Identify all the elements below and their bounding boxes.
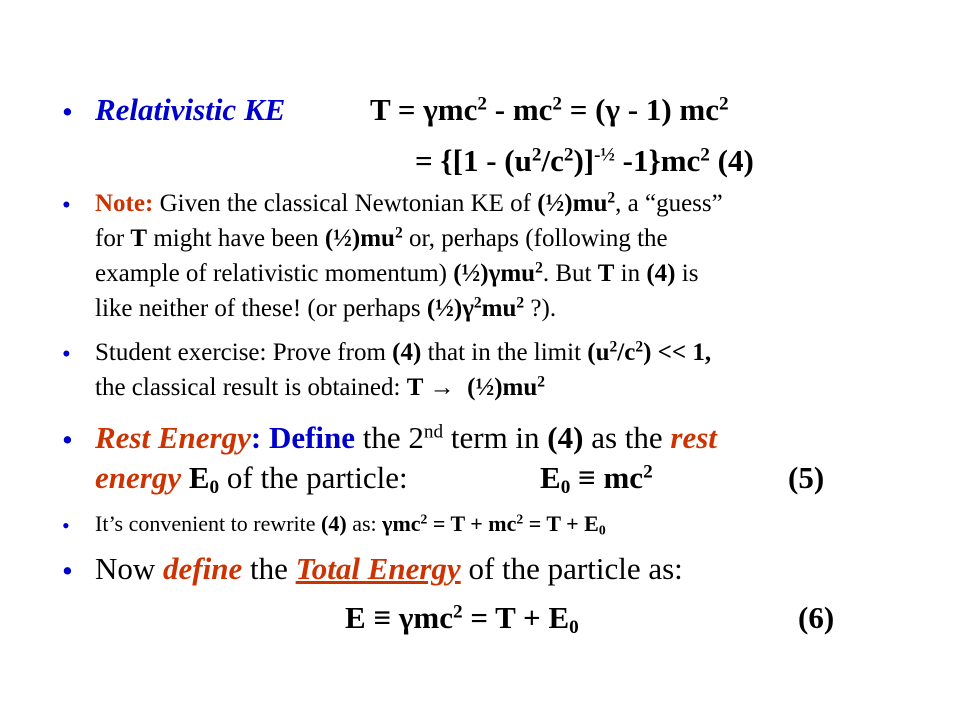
rest-energy-equation: $E_0 \equiv mc^2$ <box>540 460 653 498</box>
right-arrow-icon: → <box>429 374 455 401</box>
bullet-dot: • <box>62 513 70 538</box>
rest-energy-line-2: energy $E_0$ of the particle: <box>95 460 408 498</box>
relativistic-ke-title: Relativistic KE <box>95 92 286 127</box>
bullet-dot: • <box>62 94 73 129</box>
exercise-line-1: Student exercise: Prove from (4) that in the limit $(u^2/c^2) << 1$, <box>95 338 712 366</box>
equation-number-6: (6) <box>798 600 835 635</box>
ke-equation: $T = \gamma mc^2 - mc^2 = (\gamma - 1)$ $mc^2$ <box>370 92 729 127</box>
exercise-line-2: the classical result is obtained: $T \to (\frac{1}{2})mu^2$ <box>95 373 546 401</box>
equiv-symbol: ≡ <box>373 600 392 635</box>
bullet-dot: • <box>62 553 73 588</box>
bullet-dot: • <box>62 192 71 219</box>
note-line-3: example of relativistic momentum) (½)γmu$^2$. But T in (4) is <box>95 259 699 287</box>
note-line-4: like neither of these! (or perhaps $(\frac{1}{2})\gamma^2mu^2$ ?). <box>95 294 557 322</box>
total-energy-equation: $E \equiv \gamma mc^2 = T + E_0$ <box>345 600 579 638</box>
total-energy-line-1: Now define the Total Energy of the particle as: <box>95 551 683 586</box>
rest-energy-line-1: Rest Energy: Define the 2nd term in (4) as the rest <box>95 420 717 455</box>
convenient-line: It’s convenient to rewrite (4) as: $\gamma mc^2 = T + mc^2 = T + E_0$ <box>95 511 606 538</box>
bullet-dot: • <box>62 422 73 457</box>
relativistic-ke-line <box>95 92 729 128</box>
note-line-2: for T might have been $(\frac{1}{2})mu^2$ or, perhaps (following the <box>95 224 668 252</box>
equation-number-5: (5) <box>788 460 825 495</box>
bullet-dot: • <box>62 341 71 368</box>
ke-equation-expanded: = {$[1 - (u^2/c^2)]^{-\frac{1}{2}}$ $-1\}mc^2$ (4) <box>415 143 754 178</box>
note-line-1: Note: Given the classical Newtonian KE of $(\frac{1}{2})mu^2$, a “guess” <box>95 189 723 217</box>
equiv-symbol: ≡ <box>578 460 596 495</box>
